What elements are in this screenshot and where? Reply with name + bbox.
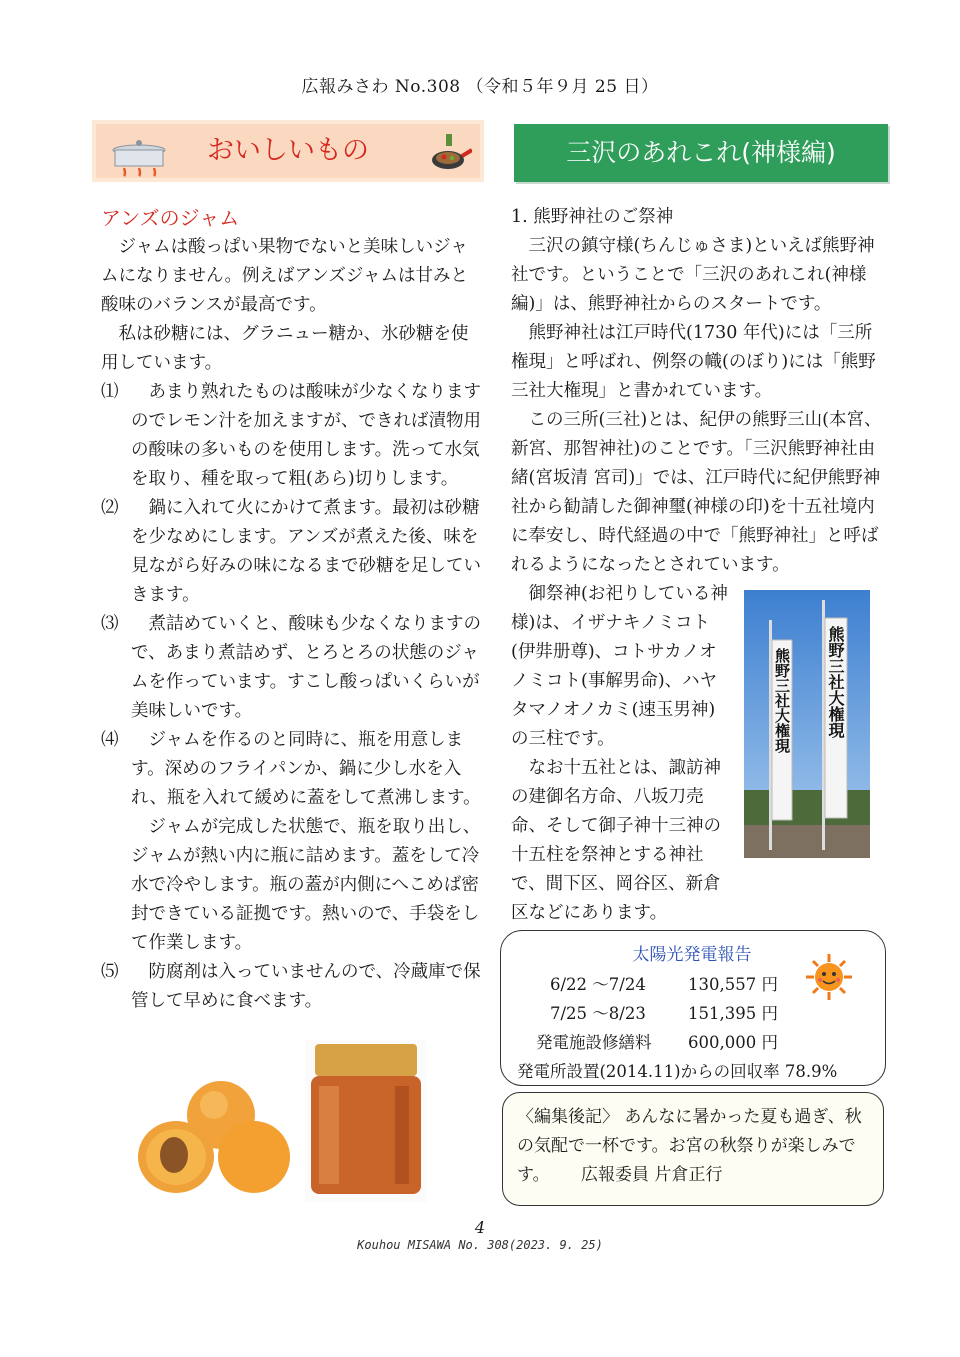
paragraph-2: 熊野神社は江戸時代(1730 年代)には「三所権現」と呼ばれ、例祭の幟(のぼり)には「熊野三社大権現」と書かれています。 [511,323,876,401]
step-text: 鍋に入れて火にかけて煮ます。最初は砂糖を少なめにします。アンズが煮えた後、味を見ながら好みの味になるまで砂糖を足していきます。 [131,498,481,605]
solar-row-label: 発電施設修繕料 [536,1033,652,1052]
solar-row-label: 6/22 ～7/24 [550,975,646,994]
sun-icon [804,952,854,1002]
editor-note [517,1103,869,1190]
step-text: ジャムを作るのと同時に、瓶を用意します。深めのフライパンか、鍋に少し水を入れ、瓶を入れて緩めに蓋をして煮沸します。 [131,730,481,808]
step-item [101,958,481,1016]
intro-paragraph-1: ジャムは酸っぱい果物でないと美味しいジャムになりません。例えばアンズジャムは甘みと酸味のバランスが最高です。 [101,237,468,315]
solar-row-value: 130,557 円 [688,975,778,994]
step-item [101,726,481,958]
shrine-banner-photo [744,590,870,858]
paragraph-5: なお十五社とは、諏訪神の建御名方命、八坂刀売命、そして御子神十三神の十五柱を祭神とする神社で、間下区、岡谷区、新倉区などにあります。 [511,758,721,923]
jam-jar-photo [305,1040,427,1202]
banner-text-right: 熊野三社大権現 [826,626,845,738]
banner-title-misawa: 三沢のあれこれ(神様編) [566,138,836,167]
article-title: アンズのジャム [101,206,240,230]
solar-row-value: 600,000 円 [688,1033,778,1052]
step-number: ⑷ [101,730,119,750]
issue-header: 広報みさわ No.308 （令和５年９月 25 日） [301,77,659,97]
jam-article [101,203,481,1016]
step-item [101,494,481,610]
paragraph-3: この三所(三社)とは、紀伊の熊野三山(本宮、新宮、那智神社)のことです。「三沢熊野神社由緒(宮坂清 宮司)」では、江戸時代に紀伊熊野神社から勧請した御神璽(神様の印)を十五社境内に奉安し、時代経過の中で「熊野神社」と呼ばれるようになったとされています。 [511,410,882,575]
editor-note-text: 〈編集後記〉 あんなに暑かった夏も過ぎ、秋の気配で一杯です。お宮の秋祭りが楽しみです。 [517,1107,862,1185]
step-number: ⑶ [101,614,119,634]
step-text: 煮詰めていくと、酸味も少なくなりますので、あまり煮詰めず、とろとろの状態のジャムを作っています。すこし酸っぱいくらいが美味しいです。 [131,614,481,721]
paragraph-4: 御祭神(お祀りしている神様)は、イザナキノミコト(伊弉册尊)、コトサカノオノミコト(事解男命)、ハヤタマノオノカミ(速玉男神)の三柱です。 [511,584,728,749]
solar-recovery-rate: 発電所設置(2014.11)からの回収率 78.9% [517,1062,838,1081]
editor-signature: 広報委員 片倉正行 [581,1165,723,1185]
article-heading: 1. 熊野神社のご祭神 [511,207,674,227]
intro-paragraph-2: 私は砂糖には、グラニュー糖か、氷砂糖を使用しています。 [101,324,469,373]
step-text: 防腐剤は入っていませんので、冷蔵庫で保管して早めに食べます。 [131,962,481,1011]
apricot-photo [136,1075,296,1200]
step-item [101,378,481,494]
solar-title: 太陽光発電報告 [632,945,752,965]
solar-row-label: 7/25 ～8/23 [550,1004,646,1023]
step-number: ⑴ [101,382,119,402]
step-number: ⑸ [101,962,119,982]
solar-row-value: 151,395 円 [688,1004,778,1023]
step-text: ジャムが完成した状態で、瓶を取り出し、ジャムが熱い内に瓶に詰めます。蓋をして冷水で冷やします。瓶の蓋が内側にへこめば密封できている証拠です。熱いので、手袋をして作業します。 [131,817,481,953]
page-number: 4 [474,1218,486,1237]
banner-text-left: 熊野三社大権現 [773,648,791,753]
step-item [101,610,481,726]
paragraph-1: 三沢の鎮守様(ちんじゅさま)といえば熊野神社です。ということで「三沢のあれこれ(神様編)」は、熊野神社からのスタートです。 [511,236,875,314]
step-number: ⑵ [101,498,119,518]
footer-text: Kouhou MISAWA No. 308(2023. 9. 25) [357,1238,603,1252]
banner-title-oishii: おいしいもの [207,135,369,166]
step-text: あまり熟れたものは酸味が少なくなりますのでレモン汁を加えますが、できれば漬物用の酸味の多いものを使用します。洗って水気を取り、種を取って粗(あら)切りします。 [131,382,481,489]
